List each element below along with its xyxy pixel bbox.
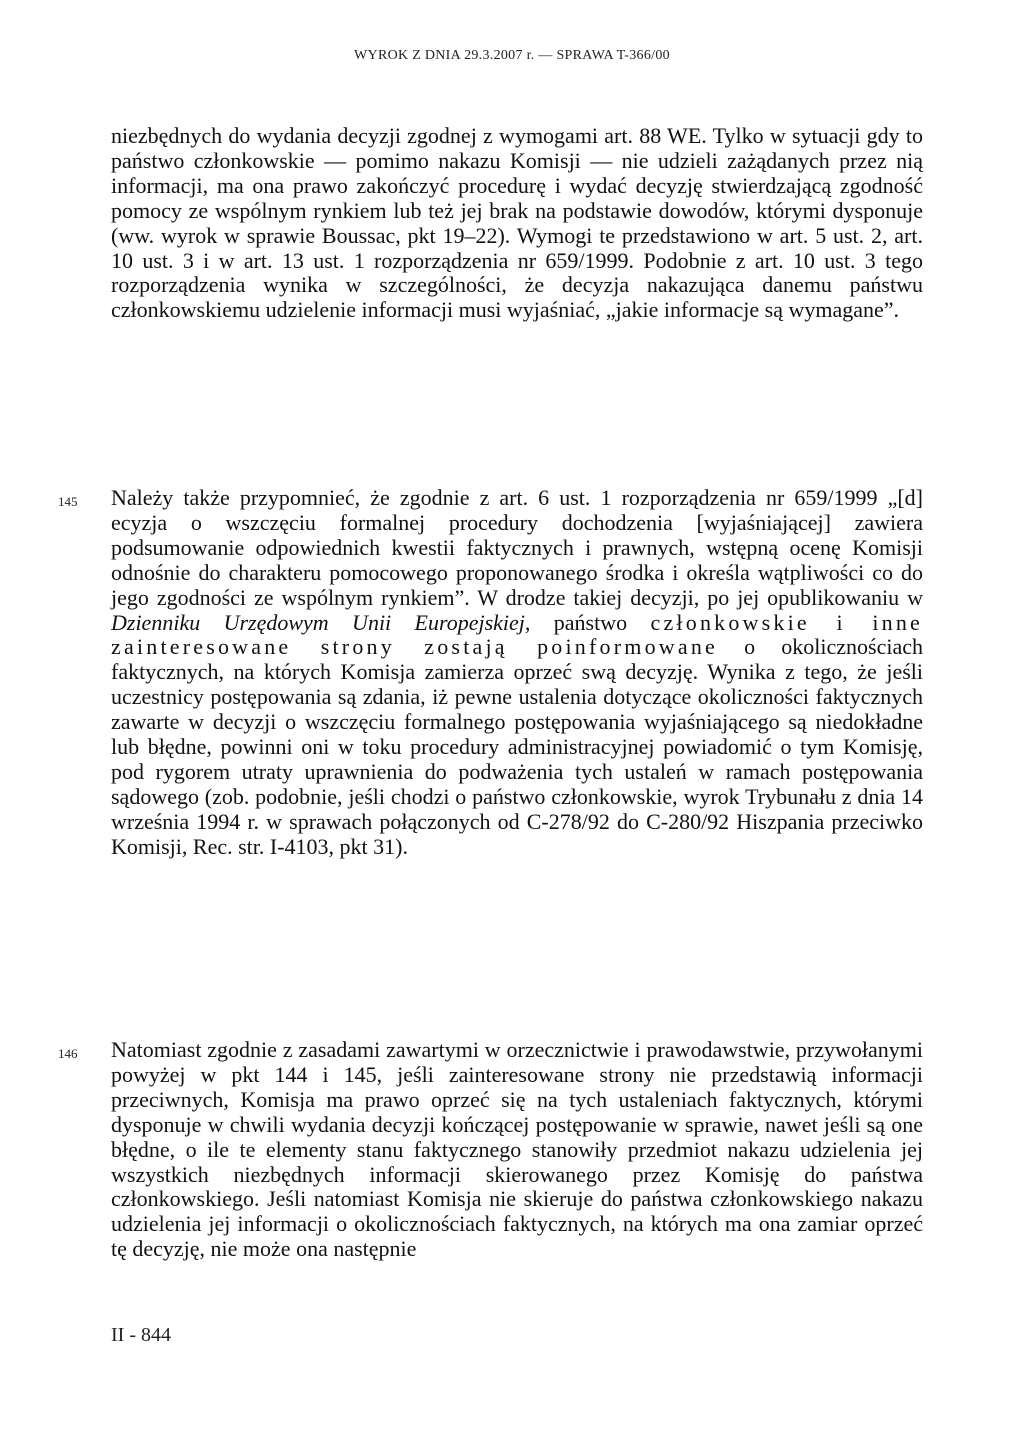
running-header: WYROK Z DNIA 29.3.2007 r. — SPRAWA T-366/00 — [354, 48, 670, 63]
page-number: II - 844 — [111, 1324, 171, 1346]
paragraph-number-145: 145 — [58, 494, 78, 509]
paragraph-145-spaced-text: członkowskie i inne zainteresowane strony zostają poinformowane — [111, 609, 924, 660]
paragraph-continued: niezbędnych do wydania decyzji zgodnej z wymogami art. 88 WE. Tylko w sytuacji gdy to państwo członkowskie — pomimo nakazu Komisji — nie udzieli zażądanych przez nią informacji, ma ona prawo zakończyć procedurę i wydać decyzję stwierdzającą zgodność pomocy ze wspólnym rynkiem lub też jej brak na podstawie dowodów, którymi dysponuje (ww. wyrok w sprawie Boussac, pkt 19–22). Wymogi te przedstawiono w art. 5 ust. 2, art. 10 ust. 3 i w art. 13 ust. 1 rozporządzenia nr 659/1999. Podobnie z art. 10 ust. 3 tego rozporządzenia wynika w szczególności, że decyzja nakazująca danemu państwu członkowskiemu udzielenie informacji musi wyjaśniać, „jakie informacje są wymagane”. — [111, 123, 923, 323]
paragraph-145-text-3: o okolicznościach faktycznych, na których Komisja zamierza oprzeć swą decyzję. Wynika z tego, że jeśli uczestnicy postępowania są zdania, iż pewne ustalenia dotyczące okoliczności faktycznych zawarte w decyzji o wszczęciu formalnego postępowania wyjaśniającego są niedokładne lub błędne, powinni oni w toku procedury administracyjnej powiadomić o tym Komisję, pod rygorem utraty uprawnienia do podważenia tych ustaleń w ramach postępowania sądowego (zob. podobnie, jeśli chodzi o państwo członkowskie, wyrok Trybunału z dnia 14 września 1994 r. w sprawach połączonych od C-278/92 do C-280/92 Hiszpania przeciwko Komisji, Rec. str. I-4103, pkt 31). — [111, 634, 923, 859]
paragraph-145-text-2: , państwo — [524, 609, 651, 635]
paragraph-number-146: 146 — [58, 1046, 78, 1061]
paragraph-145 — [111, 486, 923, 860]
journal-title: Dzienniku Urzędowym Unii Europejskiej — [111, 609, 525, 635]
paragraph-146: Natomiast zgodnie z zasadami zawartymi w orzecznictwie i prawodawstwie, przywołanymi powyżej w pkt 144 i 145, jeśli zainteresowane strony nie przedstawią informacji przeciwnych, Komisja ma prawo oprzeć się na tych ustaleniach faktycznych, którymi dysponuje w chwili wydania decyzji kończącej postępowanie w sprawie, nawet jeśli są one błędne, o ile te elementy stanu faktycznego stanowiły przedmiot nakazu udzielenia jej wszystkich niezbędnych informacji skierowanego przez Komisję do państwa członkowskiego. Jeśli natomiast Komisja nie skieruje do państwa członkowskiego nakazu udzielenia jej informacji o okolicznościach faktycznych, na których ma ona zamiar oprzeć tę decyzję, nie może ona następnie — [111, 1037, 923, 1262]
paragraph-145-text-1: Należy także przypomnieć, że zgodnie z art. 6 ust. 1 rozporządzenia nr 659/1999 „[d] ecyzja o wszczęciu formalnej procedury dochodzenia [wyjaśniającej] zawiera podsumowanie odpowiednich kwestii faktycznych i prawnych, wstępną ocenę Komisji odnośnie do charakteru pomocowego proponowanego środka i określa wątpliwości co do jego zgodności ze wspólnym rynkiem”. W drodze takiej decyzji, po jej opublikowaniu w — [111, 485, 923, 610]
